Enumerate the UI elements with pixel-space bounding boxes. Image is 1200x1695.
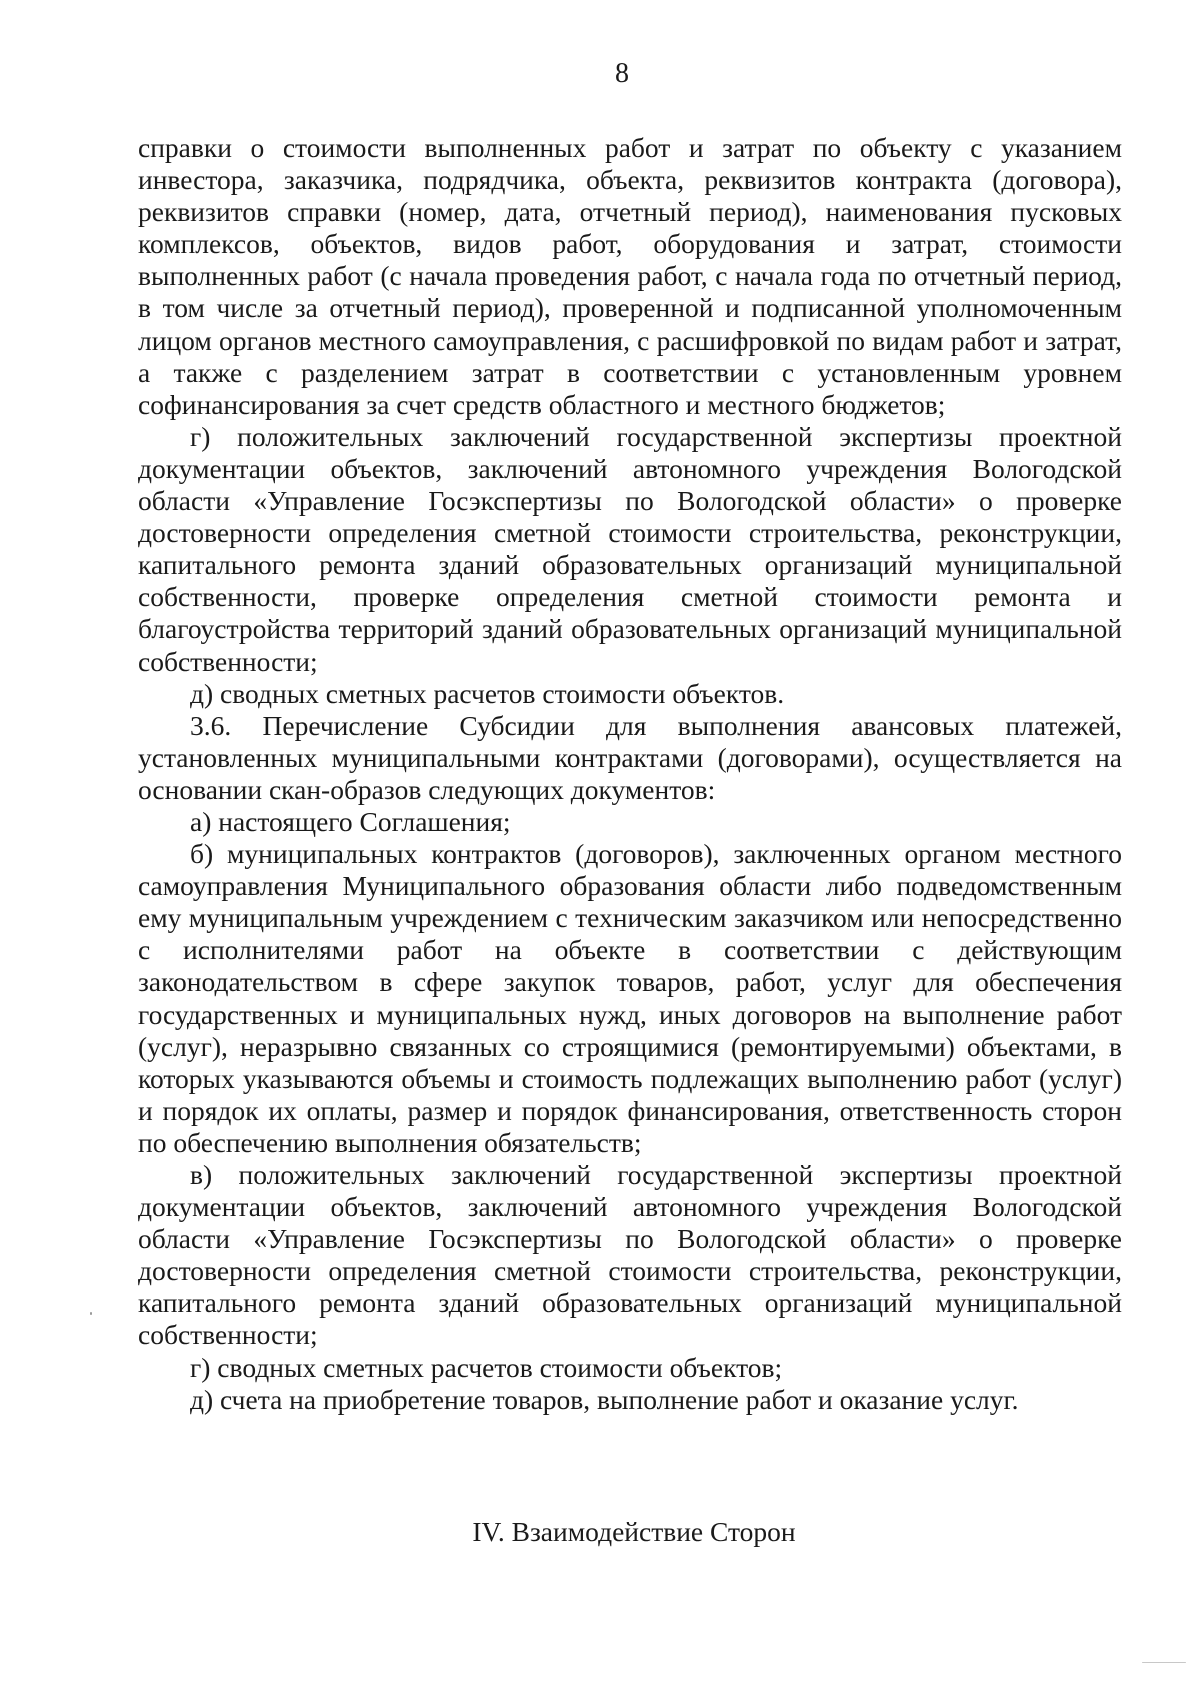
paragraph-a-agreement: а) настоящего Соглашения; <box>190 805 511 837</box>
paragraph-3-6: 3.6. Перечисление Субсидии для выполнения авансовых платежей, установленных муниципальными контрактами (договорами), осуществляется на основании скан-образов следующих документов: <box>138 709 1122 805</box>
paragraph-v-expertise: в) положительных заключений государственной экспертизы проектной документации объектов, заключений автономного учреждения Вологодской области «Управление Госэкспертизы по Вологодской области» о проверке достоверности определения сметной стоимости строительства, реконструкции, капитального ремонта зданий образовательных организаций муниципальной собственности; <box>138 1159 1122 1351</box>
paragraph-g-estimates: г) сводных сметных расчетов стоимости объектов; <box>190 1351 783 1383</box>
paragraph-reference-cost: справки о стоимости выполненных работ и затрат по объекту с указанием инвестора, заказчика, подрядчика, объекта, реквизитов контракта (договора), реквизитов справки (номер, дата, отчетный период), наименования пусковых комплексов, объектов, видов работ, оборудования и затрат, стоимости выполненных работ (с начала проведения работ, с начала года по отчетный период, в том числе за отчетный период), проверенной и подписанной уполномоченным лицом органов местного самоуправления, с расшифровкой по видам работ и затрат, а также с разделением затрат в соответствии с установленным уровнем софинансирования за счет средств областного и местного бюджетов; <box>138 132 1122 420</box>
section-heading: IV. Взаимодействие Сторон <box>472 1516 796 1547</box>
scan-speck <box>1142 1662 1186 1663</box>
page-number: 8 <box>615 58 629 89</box>
paragraph-g-expertise: г) положительных заключений государственной экспертизы проектной документации объектов, заключений автономного учреждения Вологодской области «Управление Госэкспертизы по Вологодской области» о проверке достоверности определения сметной стоимости строительства, реконструкции, капитального ремонта зданий образовательных организаций муниципальной собственности, проверке определения сметной стоимости ремонта и благоустройства территорий зданий образовательных организаций муниципальной собственности; <box>138 420 1122 677</box>
scan-speck <box>90 1312 92 1315</box>
paragraph-b-contracts: б) муниципальных контрактов (договоров), заключенных органом местного самоуправления Муниципального образования области либо подведомственным ему муниципальным учреждением с техническим заказчиком или непосредственно с исполнителями работ на объекте в соответствии с действующим законодательством в сфере закупок товаров, работ, услуг для обеспечения государственных и муниципальных нужд, иных договоров на выполнение работ (услуг), неразрывно связанных со строящимися (ремонтируемыми) объектами, в которых указываются объемы и стоимость подлежащих выполнению работ (услуг) и порядок их оплаты, размер и порядок финансирования, ответственность сторон по обеспечению выполнения обязательств; <box>138 838 1122 1158</box>
document-body <box>138 132 1122 1416</box>
paragraph-d-estimates: д) сводных сметных расчетов стоимости объектов. <box>190 677 785 709</box>
paragraph-d-invoices: д) счета на приобретение товаров, выполнение работ и оказание услуг. <box>190 1383 1019 1415</box>
